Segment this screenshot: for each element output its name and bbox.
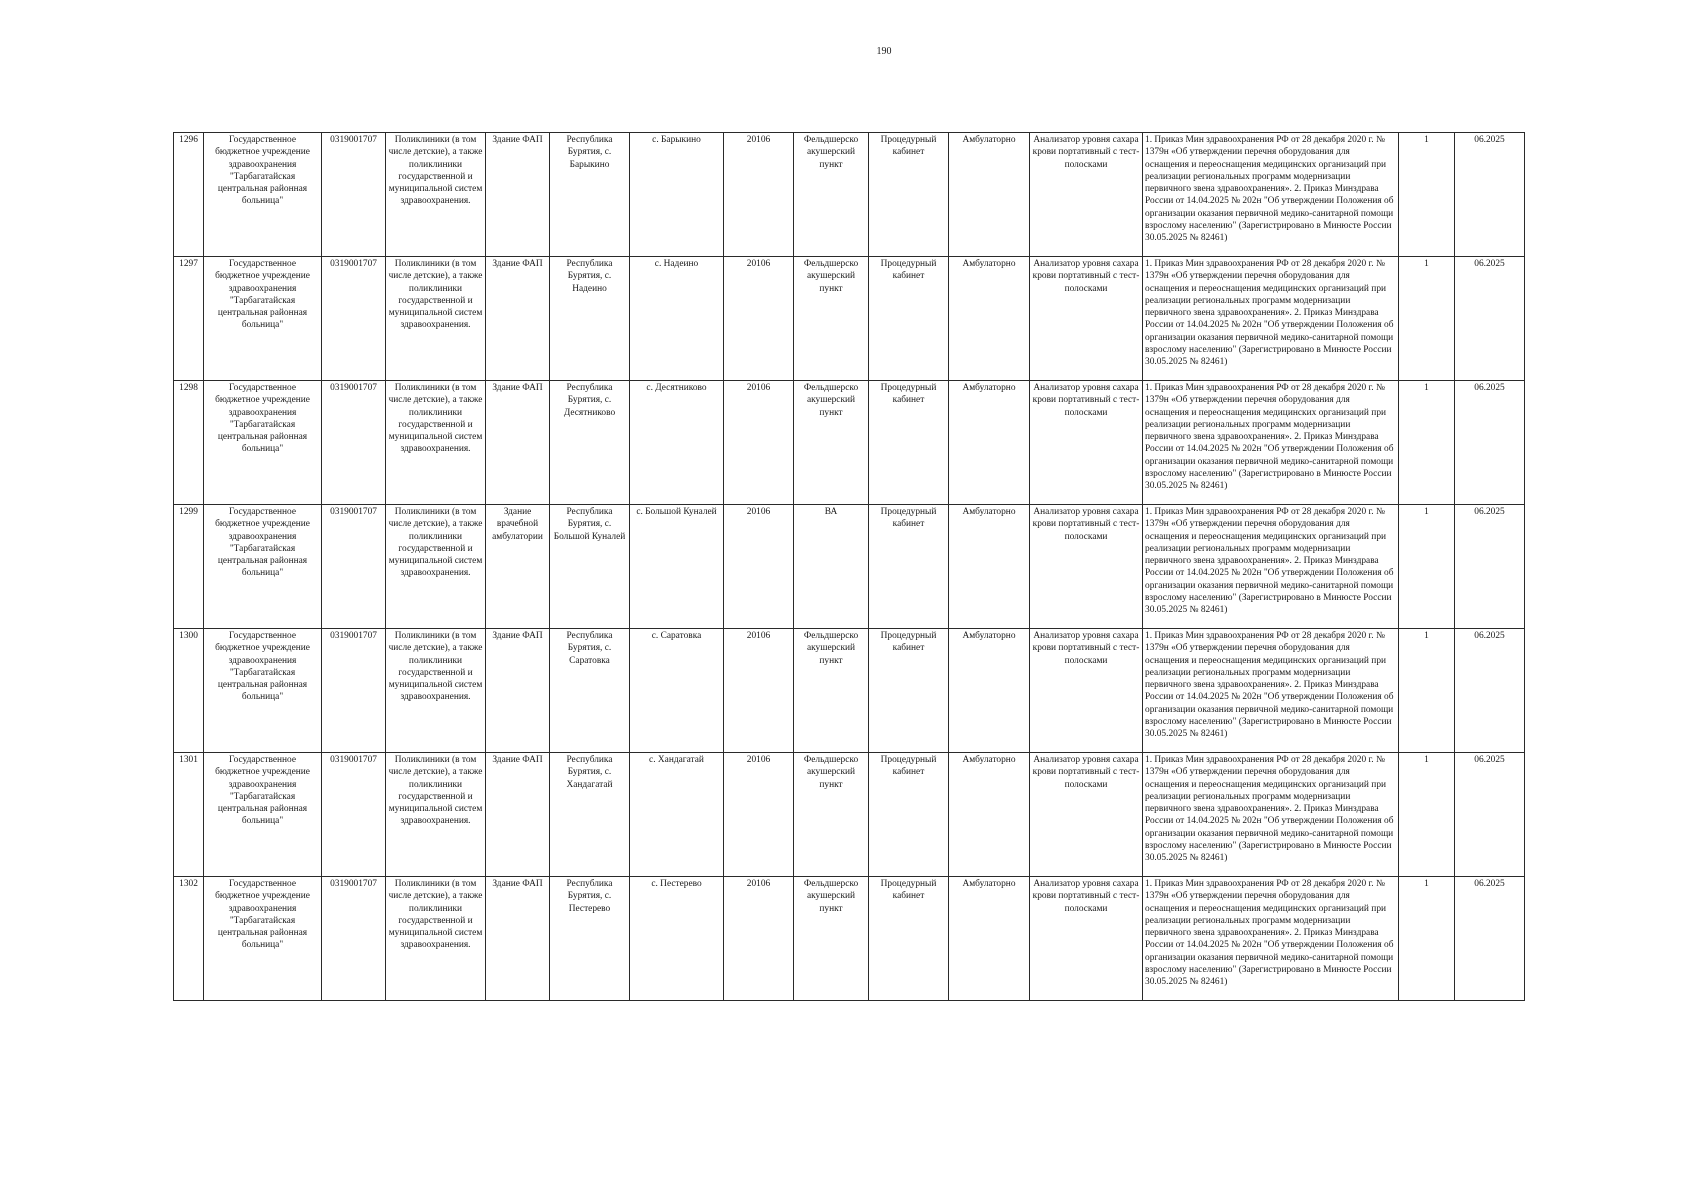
- code-cell: 20106: [724, 753, 794, 877]
- table-row: [174, 877, 1525, 1001]
- building-cell: Здание врачебной амбулатории: [486, 505, 550, 629]
- date-cell: 06.2025: [1455, 133, 1525, 257]
- organization-cell: Государственное бюджетное учреждение здравоохранения "Тарбагатайская центральная районная больница": [204, 505, 322, 629]
- address-cell: Республика Бурятия, с. Пестерево: [550, 877, 630, 1001]
- regulation-cell: 1. Приказ Мин здравоохранения РФ от 28 декабря 2020 г. № 1379н «Об утверждении перечня оборудования для оснащения и переоснащения медицинских организаций при реализации региональных программ модернизации первичного звена здравоохранения». 2. Приказ Минздрава России от 14.04.2025 № 202н "Об утверждении Положения об организации оказания первичной медико-санитарной помощи взрослому населению" (Зарегистрировано в Минюсте России 30.05.2025 № 82461): [1143, 133, 1399, 257]
- room-cell: Процедурный кабинет: [869, 133, 949, 257]
- code-cell: 20106: [724, 505, 794, 629]
- code-cell: 20106: [724, 629, 794, 753]
- address-cell: Республика Бурятия, с. Хандагатай: [550, 753, 630, 877]
- building-cell: Здание ФАП: [486, 629, 550, 753]
- address-cell: Республика Бурятия, с. Надеино: [550, 257, 630, 381]
- row-number-cell: 1301: [174, 753, 204, 877]
- unit-cell: Фельдшерско акушерский пункт: [794, 629, 869, 753]
- row-number-cell: 1302: [174, 877, 204, 1001]
- address-cell: Республика Бурятия, с. Большой Куналей: [550, 505, 630, 629]
- equipment-registry-table: [173, 132, 1525, 1001]
- regulation-cell: 1. Приказ Мин здравоохранения РФ от 28 декабря 2020 г. № 1379н «Об утверждении перечня оборудования для оснащения и переоснащения медицинских организаций при реализации региональных программ модернизации первичного звена здравоохранения». 2. Приказ Минздрава России от 14.04.2025 № 202н "Об утверждении Положения об организации оказания первичной медико-санитарной помощи взрослому населению" (Зарегистрировано в Минюсте России 30.05.2025 № 82461): [1143, 257, 1399, 381]
- settlement-cell: с. Большой Куналей: [630, 505, 724, 629]
- care-mode-cell: Амбулаторно: [949, 505, 1030, 629]
- organization-cell: Государственное бюджетное учреждение здравоохранения "Тарбагатайская центральная районная больница": [204, 257, 322, 381]
- care-mode-cell: Амбулаторно: [949, 133, 1030, 257]
- row-number-cell: 1298: [174, 381, 204, 505]
- inn-cell: 0319001707: [322, 877, 386, 1001]
- regulation-cell: 1. Приказ Мин здравоохранения РФ от 28 декабря 2020 г. № 1379н «Об утверждении перечня оборудования для оснащения и переоснащения медицинских организаций при реализации региональных программ модернизации первичного звена здравоохранения». 2. Приказ Минздрава России от 14.04.2025 № 202н "Об утверждении Положения об организации оказания первичной медико-санитарной помощи взрослому населению" (Зарегистрировано в Минюсте России 30.05.2025 № 82461): [1143, 505, 1399, 629]
- facility-type-cell: Поликлиники (в том числе детские), а также поликлиники государственной и муниципальной систем здравоохранения.: [386, 629, 486, 753]
- quantity-cell: 1: [1399, 877, 1455, 1001]
- room-cell: Процедурный кабинет: [869, 257, 949, 381]
- unit-cell: Фельдшерско акушерский пункт: [794, 257, 869, 381]
- care-mode-cell: Амбулаторно: [949, 753, 1030, 877]
- table-body: [174, 133, 1525, 1001]
- facility-type-cell: Поликлиники (в том числе детские), а также поликлиники государственной и муниципальной систем здравоохранения.: [386, 257, 486, 381]
- room-cell: Процедурный кабинет: [869, 753, 949, 877]
- building-cell: Здание ФАП: [486, 877, 550, 1001]
- regulation-cell: 1. Приказ Мин здравоохранения РФ от 28 декабря 2020 г. № 1379н «Об утверждении перечня оборудования для оснащения и переоснащения медицинских организаций при реализации региональных программ модернизации первичного звена здравоохранения». 2. Приказ Минздрава России от 14.04.2025 № 202н "Об утверждении Положения об организации оказания первичной медико-санитарной помощи взрослому населению" (Зарегистрировано в Минюсте России 30.05.2025 № 82461): [1143, 629, 1399, 753]
- quantity-cell: 1: [1399, 753, 1455, 877]
- code-cell: 20106: [724, 257, 794, 381]
- quantity-cell: 1: [1399, 257, 1455, 381]
- building-cell: Здание ФАП: [486, 753, 550, 877]
- room-cell: Процедурный кабинет: [869, 505, 949, 629]
- organization-cell: Государственное бюджетное учреждение здравоохранения "Тарбагатайская центральная районная больница": [204, 133, 322, 257]
- building-cell: Здание ФАП: [486, 133, 550, 257]
- settlement-cell: с. Десятниково: [630, 381, 724, 505]
- quantity-cell: 1: [1399, 629, 1455, 753]
- building-cell: Здание ФАП: [486, 381, 550, 505]
- organization-cell: Государственное бюджетное учреждение здравоохранения "Тарбагатайская центральная районная больница": [204, 877, 322, 1001]
- equipment-cell: Анализатор уровня сахара крови портативный с тест-полосками: [1030, 753, 1143, 877]
- code-cell: 20106: [724, 877, 794, 1001]
- building-cell: Здание ФАП: [486, 257, 550, 381]
- equipment-cell: Анализатор уровня сахара крови портативный с тест-полосками: [1030, 381, 1143, 505]
- unit-cell: Фельдшерско акушерский пункт: [794, 381, 869, 505]
- row-number-cell: 1300: [174, 629, 204, 753]
- address-cell: Республика Бурятия, с. Саратовка: [550, 629, 630, 753]
- table-row: [174, 753, 1525, 877]
- settlement-cell: с. Пестерево: [630, 877, 724, 1001]
- facility-type-cell: Поликлиники (в том числе детские), а также поликлиники государственной и муниципальной систем здравоохранения.: [386, 381, 486, 505]
- equipment-cell: Анализатор уровня сахара крови портативный с тест-полосками: [1030, 877, 1143, 1001]
- equipment-cell: Анализатор уровня сахара крови портативный с тест-полосками: [1030, 133, 1143, 257]
- date-cell: 06.2025: [1455, 257, 1525, 381]
- care-mode-cell: Амбулаторно: [949, 629, 1030, 753]
- regulation-cell: 1. Приказ Мин здравоохранения РФ от 28 декабря 2020 г. № 1379н «Об утверждении перечня оборудования для оснащения и переоснащения медицинских организаций при реализации региональных программ модернизации первичного звена здравоохранения». 2. Приказ Минздрава России от 14.04.2025 № 202н "Об утверждении Положения об организации оказания первичной медико-санитарной помощи взрослому населению" (Зарегистрировано в Минюсте России 30.05.2025 № 82461): [1143, 877, 1399, 1001]
- organization-cell: Государственное бюджетное учреждение здравоохранения "Тарбагатайская центральная районная больница": [204, 629, 322, 753]
- unit-cell: ВА: [794, 505, 869, 629]
- date-cell: 06.2025: [1455, 753, 1525, 877]
- room-cell: Процедурный кабинет: [869, 877, 949, 1001]
- inn-cell: 0319001707: [322, 133, 386, 257]
- unit-cell: Фельдшерско акушерский пункт: [794, 133, 869, 257]
- unit-cell: Фельдшерско акушерский пункт: [794, 877, 869, 1001]
- unit-cell: Фельдшерско акушерский пункт: [794, 753, 869, 877]
- settlement-cell: с. Саратовка: [630, 629, 724, 753]
- row-number-cell: 1299: [174, 505, 204, 629]
- code-cell: 20106: [724, 381, 794, 505]
- quantity-cell: 1: [1399, 381, 1455, 505]
- code-cell: 20106: [724, 133, 794, 257]
- inn-cell: 0319001707: [322, 257, 386, 381]
- date-cell: 06.2025: [1455, 505, 1525, 629]
- equipment-cell: Анализатор уровня сахара крови портативный с тест-полосками: [1030, 505, 1143, 629]
- table-row: [174, 629, 1525, 753]
- room-cell: Процедурный кабинет: [869, 629, 949, 753]
- equipment-cell: Анализатор уровня сахара крови портативный с тест-полосками: [1030, 257, 1143, 381]
- date-cell: 06.2025: [1455, 381, 1525, 505]
- table-row: [174, 133, 1525, 257]
- facility-type-cell: Поликлиники (в том числе детские), а также поликлиники государственной и муниципальной систем здравоохранения.: [386, 505, 486, 629]
- regulation-cell: 1. Приказ Мин здравоохранения РФ от 28 декабря 2020 г. № 1379н «Об утверждении перечня оборудования для оснащения и переоснащения медицинских организаций при реализации региональных программ модернизации первичного звена здравоохранения». 2. Приказ Минздрава России от 14.04.2025 № 202н "Об утверждении Положения об организации оказания первичной медико-санитарной помощи взрослому населению" (Зарегистрировано в Минюсте России 30.05.2025 № 82461): [1143, 753, 1399, 877]
- facility-type-cell: Поликлиники (в том числе детские), а также поликлиники государственной и муниципальной систем здравоохранения.: [386, 133, 486, 257]
- facility-type-cell: Поликлиники (в том числе детские), а также поликлиники государственной и муниципальной систем здравоохранения.: [386, 753, 486, 877]
- inn-cell: 0319001707: [322, 381, 386, 505]
- organization-cell: Государственное бюджетное учреждение здравоохранения "Тарбагатайская центральная районная больница": [204, 381, 322, 505]
- facility-type-cell: Поликлиники (в том числе детские), а также поликлиники государственной и муниципальной систем здравоохранения.: [386, 877, 486, 1001]
- inn-cell: 0319001707: [322, 629, 386, 753]
- row-number-cell: 1296: [174, 133, 204, 257]
- table-row: [174, 381, 1525, 505]
- table-row: [174, 505, 1525, 629]
- care-mode-cell: Амбулаторно: [949, 381, 1030, 505]
- table-row: [174, 257, 1525, 381]
- regulation-cell: 1. Приказ Мин здравоохранения РФ от 28 декабря 2020 г. № 1379н «Об утверждении перечня оборудования для оснащения и переоснащения медицинских организаций при реализации региональных программ модернизации первичного звена здравоохранения». 2. Приказ Минздрава России от 14.04.2025 № 202н "Об утверждении Положения об организации оказания первичной медико-санитарной помощи взрослому населению" (Зарегистрировано в Минюсте России 30.05.2025 № 82461): [1143, 381, 1399, 505]
- date-cell: 06.2025: [1455, 629, 1525, 753]
- settlement-cell: с. Барыкино: [630, 133, 724, 257]
- address-cell: Республика Бурятия, с. Десятниково: [550, 381, 630, 505]
- date-cell: 06.2025: [1455, 877, 1525, 1001]
- room-cell: Процедурный кабинет: [869, 381, 949, 505]
- settlement-cell: с. Надеино: [630, 257, 724, 381]
- inn-cell: 0319001707: [322, 753, 386, 877]
- organization-cell: Государственное бюджетное учреждение здравоохранения "Тарбагатайская центральная районная больница": [204, 753, 322, 877]
- quantity-cell: 1: [1399, 505, 1455, 629]
- care-mode-cell: Амбулаторно: [949, 257, 1030, 381]
- settlement-cell: с. Хандагатай: [630, 753, 724, 877]
- equipment-cell: Анализатор уровня сахара крови портативный с тест-полосками: [1030, 629, 1143, 753]
- row-number-cell: 1297: [174, 257, 204, 381]
- care-mode-cell: Амбулаторно: [949, 877, 1030, 1001]
- page-number: 190: [876, 46, 892, 57]
- address-cell: Республика Бурятия, с. Барыкино: [550, 133, 630, 257]
- inn-cell: 0319001707: [322, 505, 386, 629]
- quantity-cell: 1: [1399, 133, 1455, 257]
